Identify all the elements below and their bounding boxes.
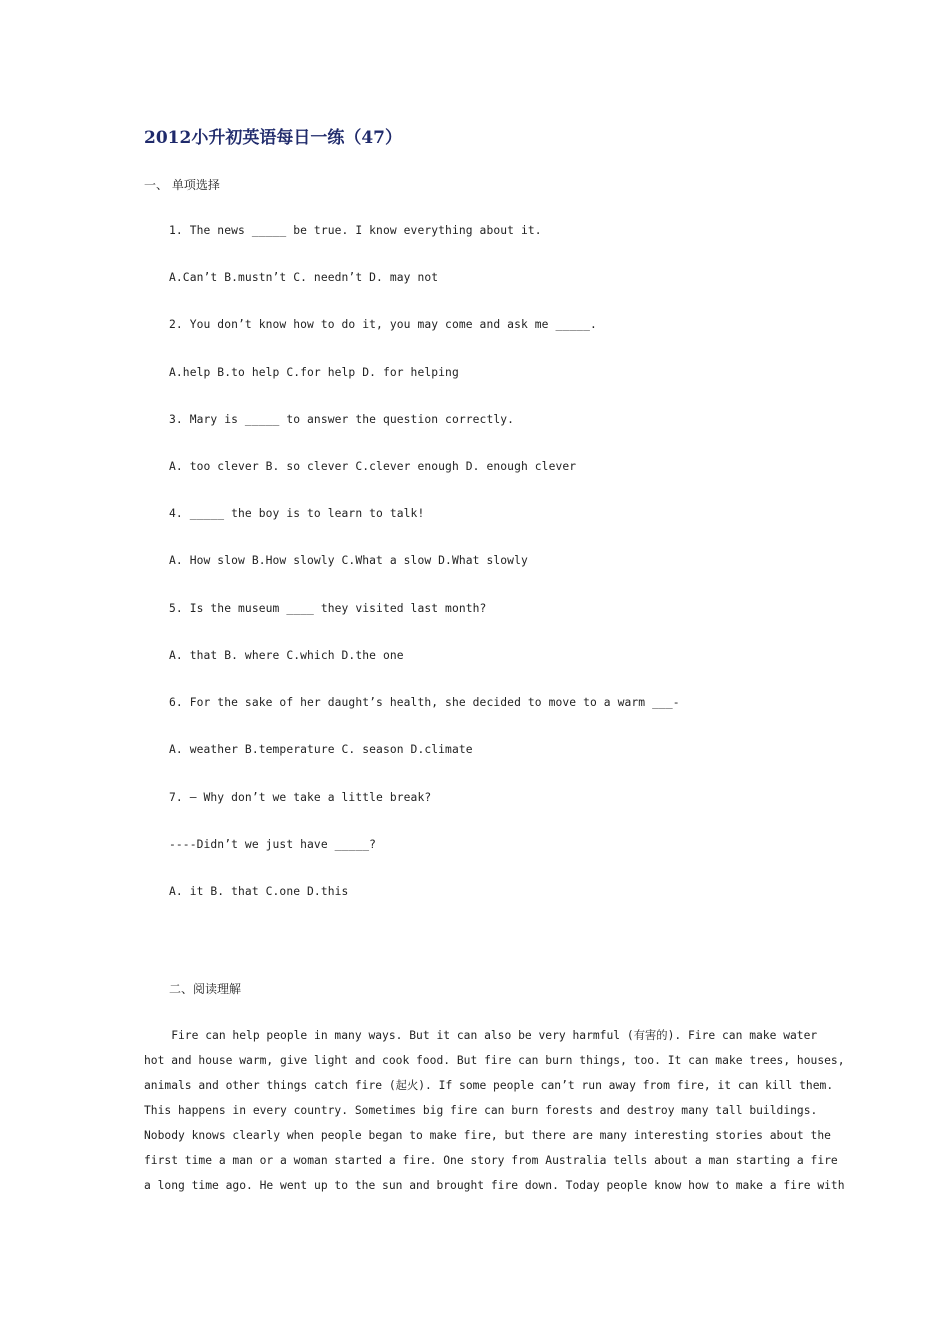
question-stem: 5. Is the museum ____ they visited last month? xyxy=(169,602,487,615)
section-heading-multiple-choice: 一、 单项选择 xyxy=(144,178,220,192)
question-options: A. How slow B.How slowly C.What a slow D.What slowly xyxy=(169,554,528,567)
question-options: A. weather B.temperature C. season D.climate xyxy=(169,743,473,756)
passage-line: Fire can help people in many ways. But it can also be very harmful (有害的). Fire can make water xyxy=(144,1029,818,1042)
question-stem: 7. – Why don’t we take a little break? xyxy=(169,791,432,804)
question-stem: 6. For the sake of her daught’s health, she decided to move to a warm ___- xyxy=(169,696,680,709)
question-stem: 4. _____ the boy is to learn to talk! xyxy=(169,507,425,520)
reading-passage xyxy=(144,1023,845,1198)
question-stem: 3. Mary is _____ to answer the question correctly. xyxy=(169,413,515,426)
section-heading-reading: 二、阅读理解 xyxy=(169,982,242,996)
question-stem: 1. The news _____ be true. I know everything about it. xyxy=(169,224,542,237)
question-options: A. it B. that C.one D.this xyxy=(169,885,349,898)
question-reply: ----Didn’t we just have _____? xyxy=(169,838,377,851)
passage-line: Nobody knows clearly when people began to make fire, but there are many interesting stories about the xyxy=(144,1129,831,1142)
question-options: A.Can’t B.mustn’t C. needn’t D. may not xyxy=(169,271,439,284)
question-options: A. too clever B. so clever C.clever enough D. enough clever xyxy=(169,460,577,473)
question-options: A.help B.to help C.for help D. for helping xyxy=(169,366,459,379)
passage-line: animals and other things catch fire (起火). If some people can’t run away from fire, it can kill them. xyxy=(144,1079,834,1092)
passage-line: This happens in every country. Sometimes big fire can burn forests and destroy many tall buildings. xyxy=(144,1104,818,1117)
passage-line: first time a man or a woman started a fire. One story from Australia tells about a man starting a fire xyxy=(144,1154,838,1167)
passage-line: a long time ago. He went up to the sun and brought fire down. Today people know how to make a fire with xyxy=(144,1179,845,1192)
passage-line: hot and house warm, give light and cook food. But fire can burn things, too. It can make trees, houses, xyxy=(144,1054,845,1067)
question-stem: 2. You don’t know how to do it, you may come and ask me _____. xyxy=(169,318,597,331)
page-title: 2012小升初英语每日一练（47） xyxy=(144,128,402,148)
question-options: A. that B. where C.which D.the one xyxy=(169,649,404,662)
